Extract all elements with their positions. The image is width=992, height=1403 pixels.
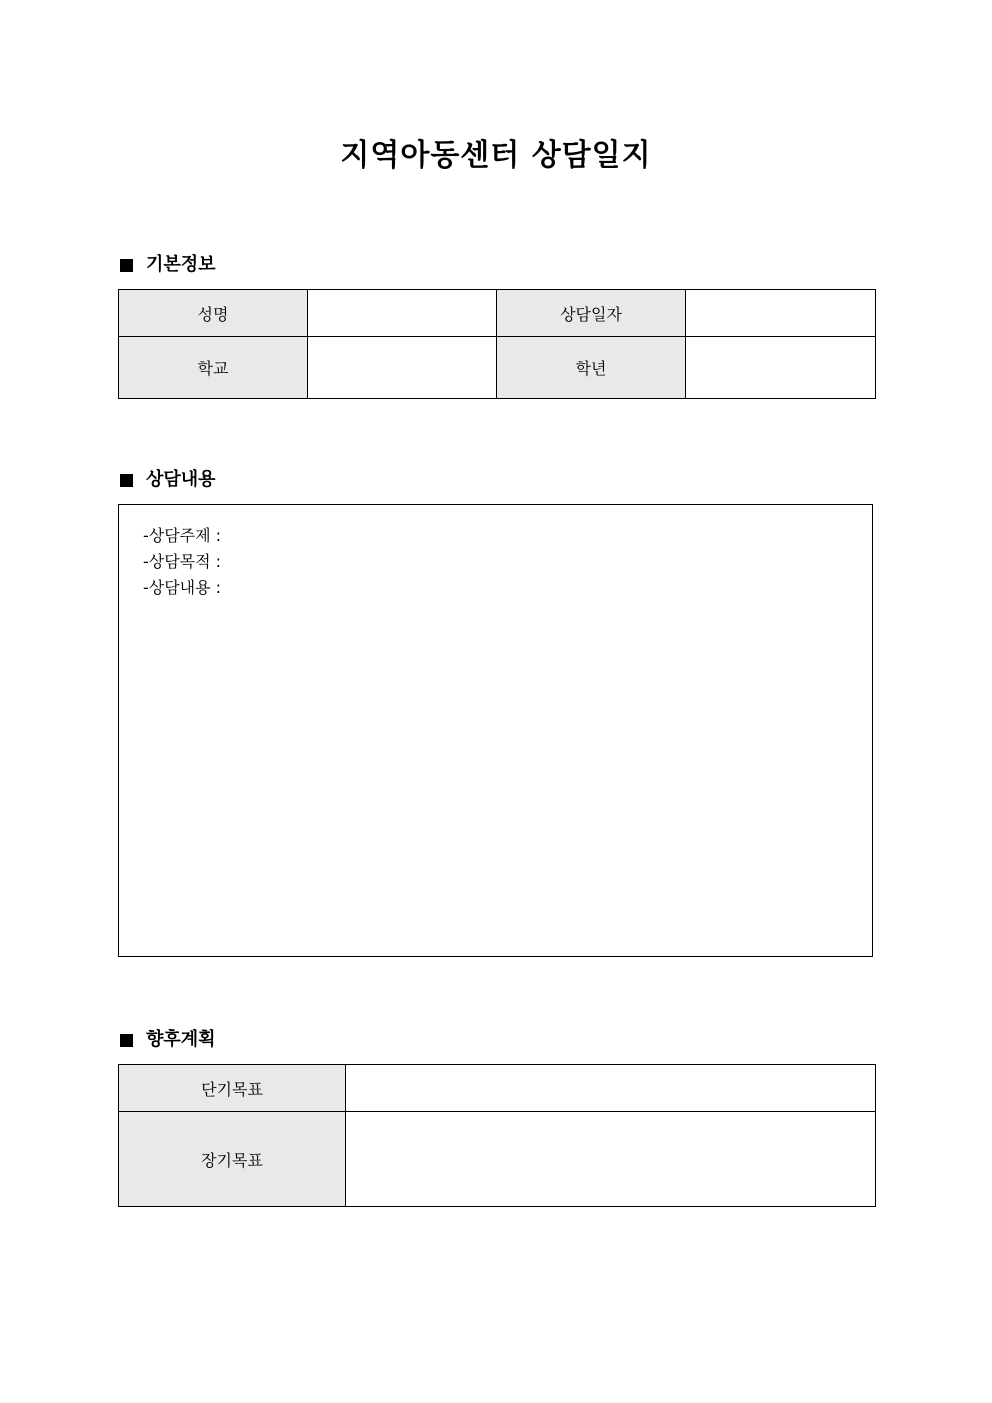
table-row xyxy=(119,290,876,337)
page-title: 지역아동센터 상담일지 xyxy=(340,138,652,173)
section-heading-counseling xyxy=(120,468,216,492)
name-label: 성명 xyxy=(119,290,308,337)
long-term-goal-field[interactable] xyxy=(346,1112,876,1207)
grade-field[interactable] xyxy=(686,337,876,399)
table-row xyxy=(119,1065,876,1112)
section-heading-label: 기본정보 xyxy=(146,254,216,275)
school-field[interactable] xyxy=(308,337,497,399)
table-row xyxy=(119,337,876,399)
counsel-content-line: -상담내용 : xyxy=(143,578,222,597)
square-bullet-icon xyxy=(120,259,133,272)
section-heading-future-plan xyxy=(120,1028,216,1052)
basic-info-table xyxy=(118,289,876,399)
square-bullet-icon xyxy=(120,474,133,487)
table-row xyxy=(119,1112,876,1207)
long-term-goal-label: 장기목표 xyxy=(119,1112,346,1207)
name-field[interactable] xyxy=(308,290,497,337)
grade-label: 학년 xyxy=(497,337,686,399)
counsel-purpose-line: -상담목적 : xyxy=(143,552,222,571)
square-bullet-icon xyxy=(120,1034,133,1047)
counseling-content-box[interactable] xyxy=(118,504,873,957)
counsel-topic-line: -상담주제 : xyxy=(143,526,222,545)
section-heading-label: 향후계획 xyxy=(146,1029,216,1050)
future-plan-table xyxy=(118,1064,876,1207)
short-term-goal-field[interactable] xyxy=(346,1065,876,1112)
section-heading-basic-info xyxy=(120,253,216,277)
counsel-date-field[interactable] xyxy=(686,290,876,337)
school-label: 학교 xyxy=(119,337,308,399)
short-term-goal-label: 단기목표 xyxy=(119,1065,346,1112)
section-heading-label: 상담내용 xyxy=(146,469,216,490)
counsel-date-label: 상담일자 xyxy=(497,290,686,337)
